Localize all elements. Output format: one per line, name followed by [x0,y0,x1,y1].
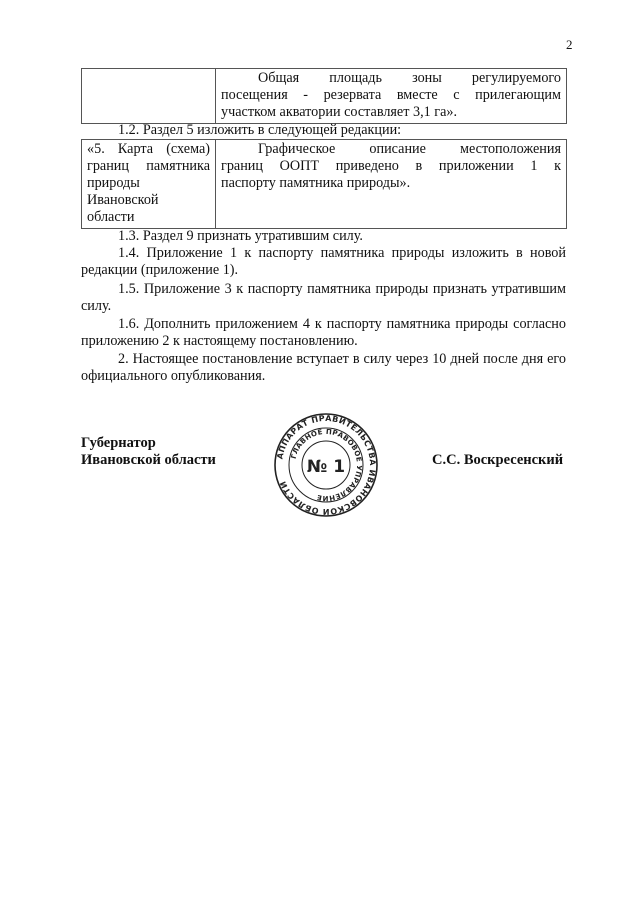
seal-number: № 1 [306,457,346,477]
item-1-4: 1.4. Приложение 1 к паспорту памятника природы изложить в новой редакции (приложение 1). [81,245,566,278]
cell-line: «5. Карта (схема) [87,141,210,157]
item-1-6: 1.6. Дополнить приложением 4 к паспорту памятника природы согласно приложению 2 к настоящему постановлению. [81,316,566,349]
seal-outer-text: АППАРАТ ПРАВИТЕЛЬСТВА ИВАНОВСКОЙ ОБЛАСТИ [275,413,378,517]
cell-line: границ ООПТ приведено в приложении 1 к [221,158,561,174]
table-row [82,140,567,229]
table-cell-right [216,140,567,229]
item-1-3: 1.3. Раздел 9 признать утратившим силу. [118,228,363,244]
cell-line: посещения - резервата вместе с прилегающим [221,87,561,103]
table-section-5 [81,139,567,229]
seal-inner-text: ГЛАВНОЕ ПРАВОВОЕ УПРАВЛЕНИЕ [289,427,364,503]
cell-line: Общая площадь зоны регулируемого [258,70,561,86]
table-cell-left [82,140,216,229]
signatory-position-line: Ивановской области [81,452,216,468]
cell-line: границ памятника [87,158,210,174]
signatory-position-line: Губернатор [81,435,156,451]
cell-line: Ивановской [87,192,159,208]
table-cell-right [216,69,567,124]
table-cell-left [82,69,216,124]
item-1-2: 1.2. Раздел 5 изложить в следующей редакции: [118,122,402,138]
cell-line: участком акватории составляет 3,1 га». [221,104,458,120]
page-number: 2 [566,37,573,52]
cell-line: природы [87,175,140,191]
item-1-5: 1.5. Приложение 3 к паспорту памятника природы признать утратившим силу. [81,281,566,314]
cell-line: области [87,209,135,225]
cell-line: Графическое описание местоположения [258,141,561,157]
item-2: 2. Настоящее постановление вступает в силу через 10 дней после дня его официального опубликования. [81,351,566,384]
official-seal [273,412,379,518]
signatory-name: С.С. Воскресенский [432,452,564,468]
cell-line: паспорту памятника природы». [221,175,411,191]
signatory-position [81,435,216,469]
table-row [82,69,567,124]
table-continuation [81,68,567,124]
